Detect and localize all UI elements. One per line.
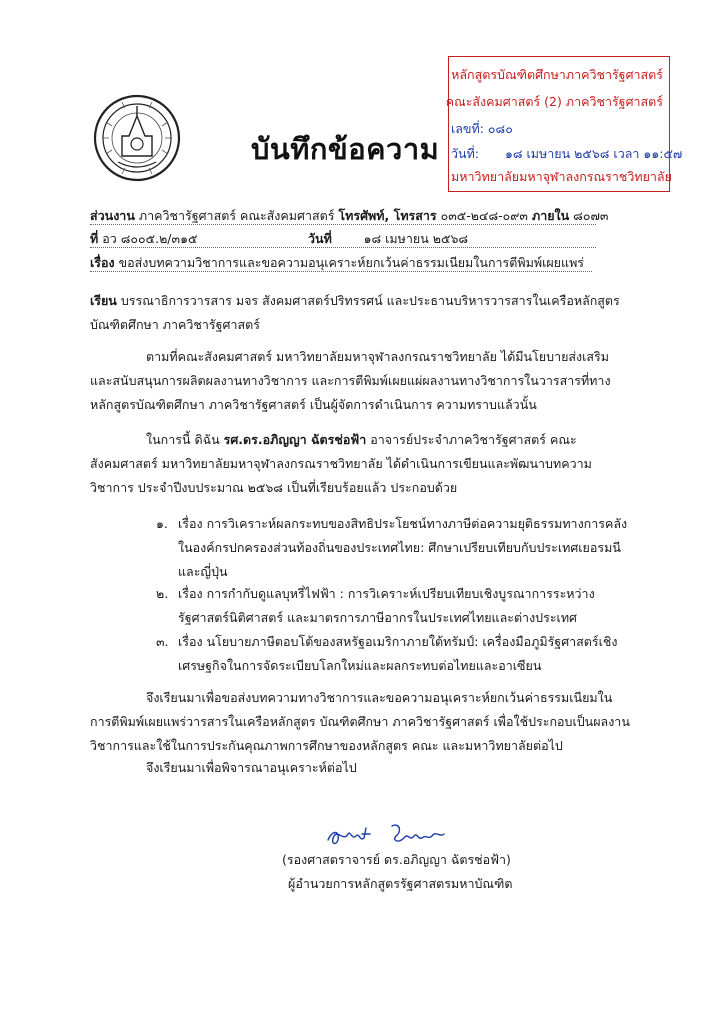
paragraph-request-text: จึงเรียนมาเพื่อขอส่งบทความทางวิชาการและขอความอนุเคราะห์ยกเว้นค่าธรรมเนียมในการตีพิมพ์เผยแพร่วารสารในเครือหลักสูตร บัณฑิตศึกษา ภาควิชารัฐศาสตร์ เพื่อใช้ประกอบเป็นผลงานวิชาการและใช้ในการประกันคุณภาพการศึกษาของหลักสูตร คณะ และมหาวิทยาลัยต่อไป (90, 690, 630, 753)
stamp-date-time (451, 144, 682, 164)
paragraph-submission-post: อาจารย์ประจำภาควิชารัฐศาสตร์ คณะสังคมศาสตร์ มหาวิทยาลัยมหาจุฬาลงกรณราชวิทยาลัย ได้ดำเนินการเขียนและพัฒนาบทความวิชาการ ประจำปีงบประมาณ ๒๕๖๘ เป็นที่เรียบร้อยแล้ว ประกอบด้วย (90, 432, 592, 495)
paragraph-background (90, 345, 630, 417)
phone-value: ๐๓๕-๒๔๘-๐๙๓ (440, 208, 528, 223)
stamp-number (451, 119, 513, 139)
ref-value: อว ๘๐๐๕.๒/๓๑๕ (102, 231, 198, 246)
date-value: ๑๘ เมษายน ๒๕๖๘ (363, 231, 469, 246)
list-item (156, 512, 632, 584)
stamp-time-label: เวลา (613, 146, 640, 161)
receipt-stamp (445, 56, 683, 192)
paragraph-background-text: ตามที่คณะสังคมศาสตร์ มหาวิทยาลัยมหาจุฬาลงกรณราชวิทยาลัย ได้มีนโยบายส่งเสริมและสนับสนุนการผลิตผลงานทางวิชาการ และการตีพิมพ์เผยแผ่ผลงานทางวิชาการในวารสารที่ทางหลักสูตรบัณฑิตศึกษา ภาควิชารัฐศาสตร์ เป็นผู้จัดการดำเนินการ ความทราบแล้วนั้น (90, 349, 611, 412)
stamp-number-label: เลขที่: (451, 121, 484, 136)
ext-label: ภายใน (531, 208, 570, 223)
ref-label: ที่ (90, 231, 99, 246)
list-item-text: เรื่อง การกำกับดูแลบุหรี่ไฟฟ้า : การวิเคราะห์เปรียบเทียบเชิงบูรณาการระหว่างรัฐศาสตร์นิติศาสตร์ และมาตรการภาษีอากรในประเทศไทยและต่างประเทศ (178, 586, 595, 625)
section-label: ส่วนงาน (90, 208, 135, 223)
list-item-number: ๓. (156, 634, 169, 649)
paragraph-submission (90, 428, 630, 500)
paragraph-closing-text: จึงเรียนมาเพื่อพิจารณาอนุเคราะห์ต่อไป (146, 760, 357, 775)
list-item-text: เรื่อง การวิเคราะห์ผลกระทบของสิทธิประโยชน์ทางภาษีต่อความยุติธรรมทางการคลังในองค์กรปกครองส่วนท้องถิ่นของประเทศไทย: ศึกษาเปรียบเทียบกับประเทศเยอรมนีและญี่ปุ่น (178, 516, 628, 579)
date-label: วันที่ (308, 231, 332, 246)
university-seal-logo (92, 92, 182, 184)
header-ref-row (90, 230, 596, 248)
author-name: รศ.ดร.อภิญญา ฉัตรช่อฟ้า (223, 432, 367, 447)
signatory-name: (รองศาสตราจารย์ ดร.อภิญญา ฉัตรช่อฟ้า) (282, 852, 511, 867)
section-value: ภาควิชารัฐศาสตร์ คณะสังคมศาสตร์ (138, 208, 335, 223)
paragraph-closing (90, 756, 630, 780)
salutation-label: เรียน (90, 293, 117, 308)
header-section-row (90, 207, 609, 225)
list-item (156, 630, 632, 678)
memo-title: บันทึกข้อความ (251, 132, 440, 166)
stamp-faculty: คณะสังคมศาสตร์ (2) ภาควิชารัฐศาสตร์ (445, 94, 663, 109)
stamp-program: หลักสูตรบัณฑิตศึกษาภาควิชารัฐศาสตร์ (451, 67, 663, 82)
salutation (90, 289, 630, 337)
paragraph-submission-pre: ในการนี้ ดิฉัน (146, 432, 220, 447)
subject-value: ขอส่งบทความวิชาการและขอความอนุเคราะห์ยกเว้นค่าธรรมเนียมในการตีพิมพ์เผยแพร่ (118, 255, 585, 270)
stamp-number-value: ๐๘๐ (487, 121, 513, 136)
phone-label: โทรศัพท์, โทรสาร (338, 208, 437, 223)
subject-label: เรื่อง (90, 255, 115, 270)
stamp-university: มหาวิทยาลัยมหาจุฬาลงกรณราชวิทยาลัย (451, 169, 672, 184)
list-item (156, 582, 632, 630)
salutation-value: บรรณาธิการวารสาร มจร สังคมศาสตร์ปริทรรศน์ และประธานบริหารวารสารในเครือหลักสูตรบัณฑิตศึกษา ภาควิชารัฐศาสตร์ (90, 293, 620, 332)
list-item-number: ๒. (156, 586, 169, 601)
list-item-number: ๑. (156, 516, 168, 531)
stamp-date-label: วันที่: (451, 146, 480, 161)
stamp-time-value: ๑๑:๕๗ (643, 146, 683, 161)
header-subject-row (90, 254, 592, 272)
stamp-date-value: ๑๘ เมษายน ๒๕๖๘ (504, 146, 610, 161)
paragraph-request (90, 686, 630, 758)
list-item-text: เรื่อง นโยบายภาษีตอบโต้ของสหรัฐอเมริกาภายใต้ทรัมป์: เครื่องมือภูมิรัฐศาสตร์เชิงเศรษฐกิจในการจัดระเบียบโลกใหม่และผลกระทบต่อไทยและอาเซียน (178, 634, 618, 673)
header-date (308, 230, 468, 247)
ext-value: ๘๐๗๓ (573, 208, 609, 223)
handwritten-signature (322, 818, 452, 850)
signatory-position: ผู้อำนวยการหลักสูตรรัฐศาสตรมหาบัณฑิต (288, 876, 513, 891)
